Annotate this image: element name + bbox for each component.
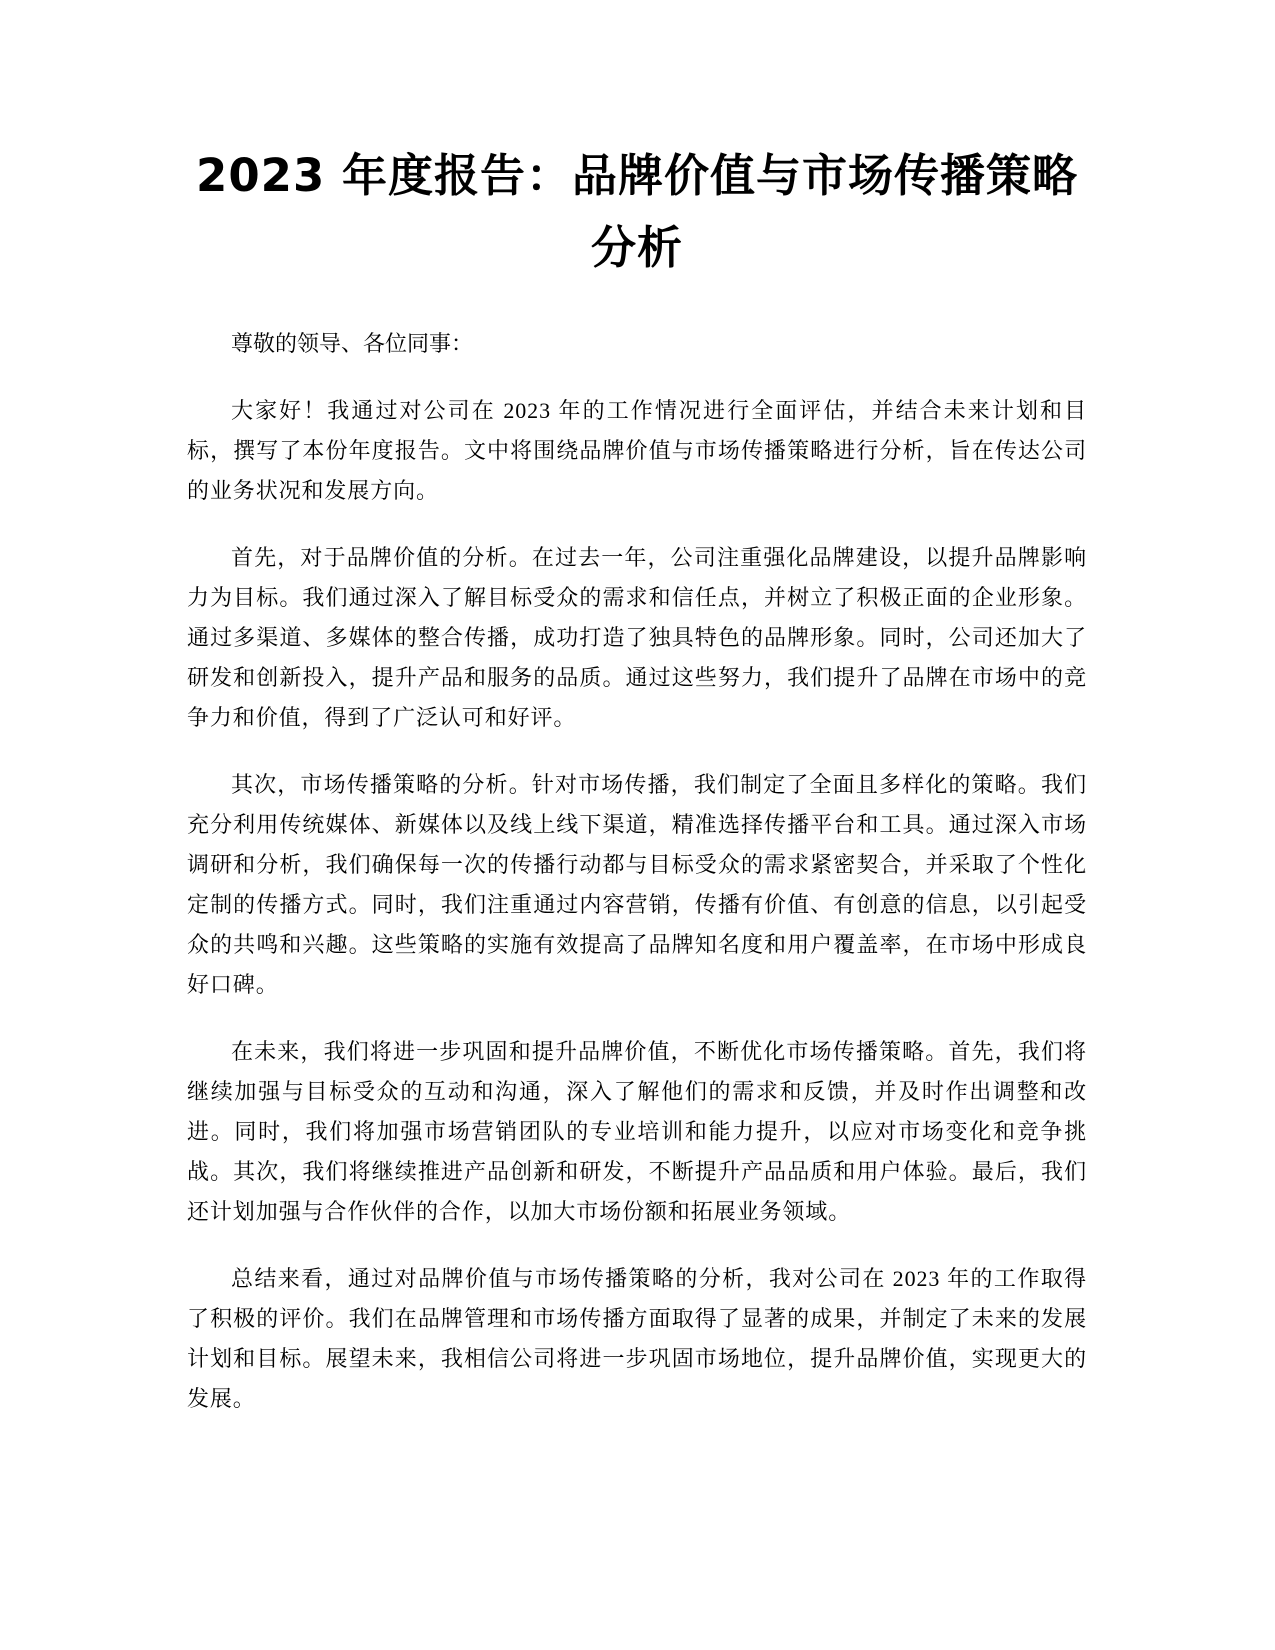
document-page bbox=[187, 140, 1087, 1419]
document-title: 2023 年度报告：品牌价值与市场传播策略分析 bbox=[196, 149, 1078, 274]
paragraph-brand-value: 首先，对于品牌价值的分析。在过去一年，公司注重强化品牌建设，以提升品牌影响力为目标。我们通过深入了解目标受众的需求和信任点，并树立了积极正面的企业形象。通过多渠道、多媒体的整合传播，成功打造了独具特色的品牌形象。同时，公司还加大了研发和创新投入，提升产品和服务的品质。通过这些努力，我们提升了品牌在市场中的竞争力和价值，得到了广泛认可和好评。 bbox=[187, 545, 1087, 730]
paragraph-communication-strategy: 其次，市场传播策略的分析。针对市场传播，我们制定了全面且多样化的策略。我们充分利用传统媒体、新媒体以及线上线下渠道，精准选择传播平台和工具。通过深入市场调研和分析，我们确保每一次的传播行动都与目标受众的需求紧密契合，并采取了个性化定制的传播方式。同时，我们注重通过内容营销，传播有价值、有创意的信息，以引起受众的共鸣和兴趣。这些策略的实施有效提高了品牌知名度和用户覆盖率，在市场中形成良好口碑。 bbox=[187, 772, 1087, 997]
paragraph-conclusion: 总结来看，通过对品牌价值与市场传播策略的分析，我对公司在 2023 年的工作取得了积极的评价。我们在品牌管理和市场传播方面取得了显著的成果，并制定了未来的发展计划和目标。展望未来，我相信公司将进一步巩固市场地位，提升品牌价值，实现更大的发展。 bbox=[187, 1266, 1087, 1411]
paragraph-future-plan: 在未来，我们将进一步巩固和提升品牌价值，不断优化市场传播策略。首先，我们将继续加强与目标受众的互动和沟通，深入了解他们的需求和反馈，并及时作出调整和改进。同时，我们将加强市场营销团队的专业培训和能力提升，以应对市场变化和竞争挑战。其次，我们将继续推进产品创新和研发，不断提升产品品质和用户体验。最后，我们还计划加强与合作伙伴的合作，以加大市场份额和拓展业务领域。 bbox=[187, 1039, 1087, 1224]
paragraph-intro: 大家好！我通过对公司在 2023 年的工作情况进行全面评估，并结合未来计划和目标，撰写了本份年度报告。文中将围绕品牌价值与市场传播策略进行分析，旨在传达公司的业务状况和发展方向。 bbox=[187, 398, 1087, 503]
salutation: 尊敬的领导、各位同事： bbox=[231, 331, 474, 356]
